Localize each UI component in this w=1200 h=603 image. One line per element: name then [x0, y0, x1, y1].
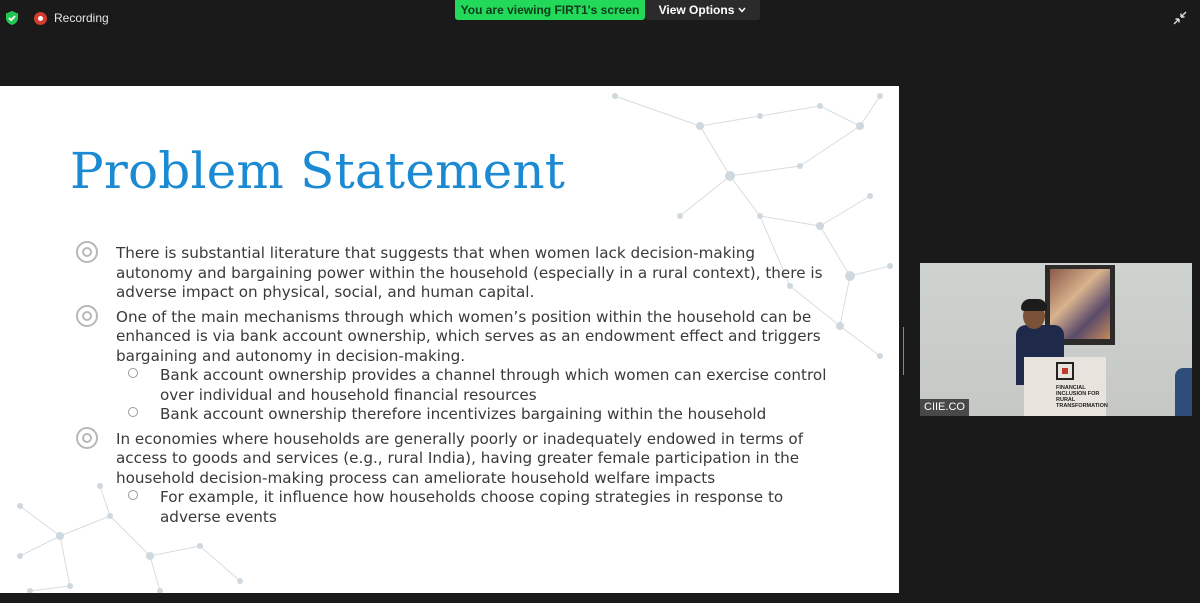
shared-screen-slide: [0, 86, 899, 593]
sub-bullet-item: [76, 488, 836, 527]
exit-fullscreen-icon[interactable]: [1172, 10, 1188, 26]
participant-video[interactable]: [920, 263, 1192, 416]
sub-bullet-item: [76, 366, 836, 405]
circle-bullet-icon: [76, 427, 98, 449]
sub-bullet-text: Bank account ownership therefore incentivizes bargaining within the household: [160, 405, 767, 423]
bullet-item: [76, 244, 836, 303]
meeting-top-bar: [0, 0, 1200, 40]
slide-title: Problem Statement: [70, 142, 566, 200]
recording-label: Recording: [54, 11, 109, 25]
bullet-text: There is substantial literature that suggests that when women lack decision-making autonomy and bargaining power within the household (especially in a rural context), there is adverse impact on physical, social, and human capital.: [116, 244, 823, 301]
view-options-button[interactable]: [645, 0, 760, 20]
participant-name-tag: CIIE.CO: [920, 399, 969, 416]
podium-text: FINANCIAL INCLUSION FOR RURAL TRANSFORMATION: [1056, 385, 1108, 409]
chevron-down-icon: [738, 7, 746, 13]
slide-body: [76, 244, 836, 527]
view-options-label: View Options: [658, 3, 735, 17]
sub-bullet-text: For example, it influence how households choose coping strategies in response to adverse events: [160, 488, 784, 526]
bullet-text: In economies where households are generally poorly or inadequately endowed in terms of access to goods and services (e.g., rural India), having greater female participation in the household decision-making process can ameliorate household welfare impacts: [116, 429, 804, 487]
circle-bullet-icon: [76, 305, 98, 327]
circle-bullet-icon: [76, 241, 98, 263]
panel-resize-handle[interactable]: [903, 327, 907, 351]
recording-indicator[interactable]: [34, 10, 109, 26]
hollow-bullet-icon: [128, 490, 138, 500]
shield-check-icon[interactable]: [4, 10, 20, 26]
bullet-item: [76, 308, 836, 367]
hollow-bullet-icon: [128, 407, 138, 417]
viewing-screen-banner: You are viewing FIRT1's screen: [455, 0, 645, 20]
sub-bullet-text: Bank account ownership provides a channel through which women can exercise control over individual and household financial resources: [160, 366, 827, 404]
podium-logo: [1056, 362, 1074, 380]
hollow-bullet-icon: [128, 368, 138, 378]
bullet-item: [76, 430, 836, 489]
sub-bullet-item: [76, 405, 836, 425]
bullet-text: One of the main mechanisms through which women’s position within the household can be enhanced is via bank account ownership, which serves as an endowment effect and triggers bargaining and autonomy in decision-making.: [116, 307, 821, 365]
record-icon: [34, 12, 47, 25]
